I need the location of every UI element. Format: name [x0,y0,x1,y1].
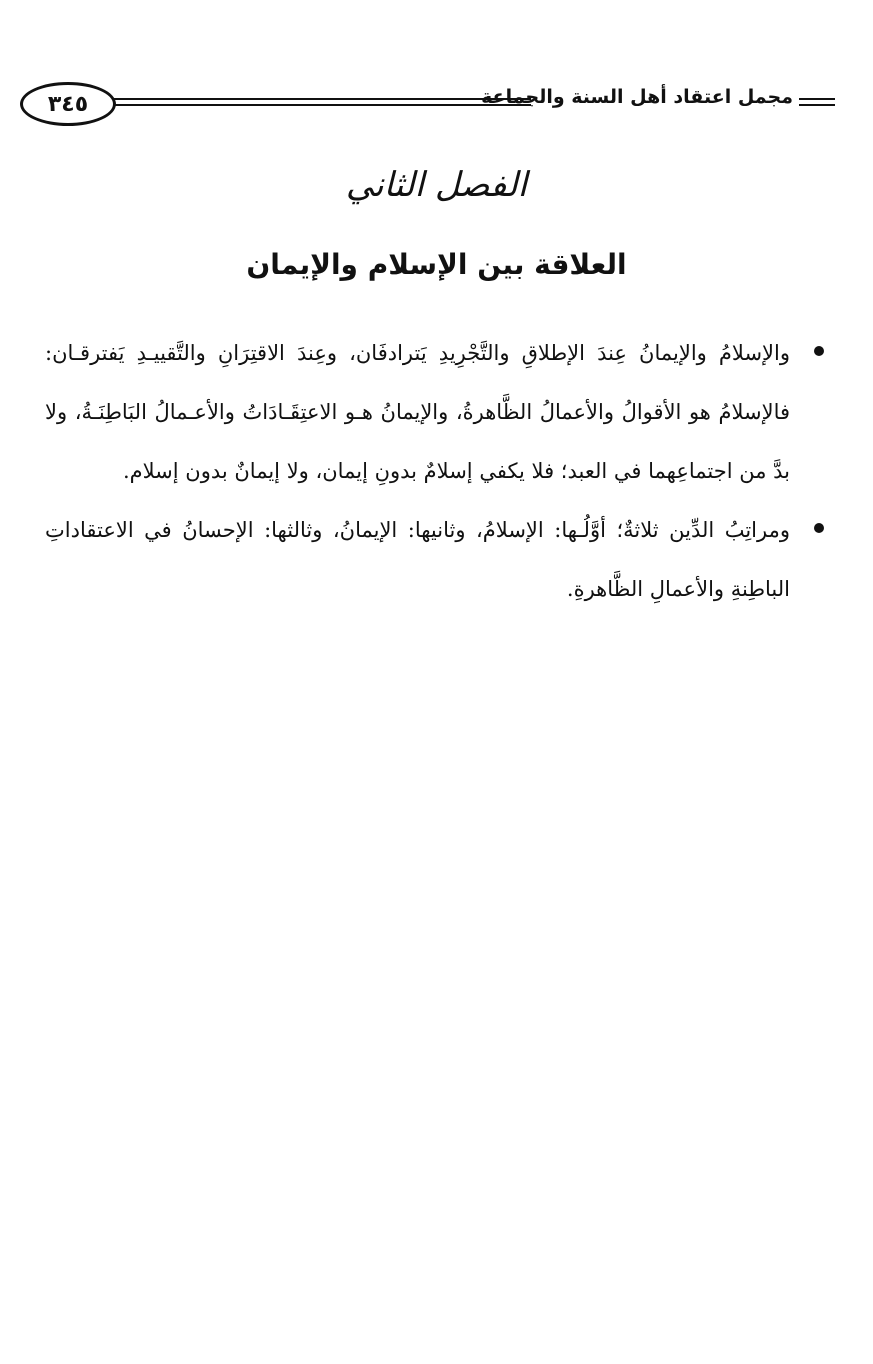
paragraph-text: والإسلامُ والإيمانُ عِندَ الإطلاقِ والتَّجْرِيدِ يَترادفَان، وعِندَ الاقتِرَانِ والتَّقييـدِ يَفترقـان: فالإسلامُ هو الأقوالُ والأعمالُ الظَّاهرةُ، والإيمانُ هـو الاعتِقَـادَاتُ والأعـمالُ البَاطِنَـةُ، ولا بدَّ من اجتماعِهما في العبد؛ فلا يكفي إسلامٌ بدونِ إيمان، ولا إيمانٌ بدون إسلام. [45,341,790,483]
bullet-paragraph [45,324,830,501]
running-header [20,82,835,132]
bullet-icon [814,523,824,533]
header-dash [799,98,835,100]
header-rule [113,104,531,106]
header-rule [113,98,531,100]
bullet-paragraph [45,501,830,619]
paragraph-text: ومراتِبُ الدِّين ثلاثةٌ؛ أوَّلُـها: الإسلامُ، وثانيها: الإيمانُ، وثالثها: الإحسانُ في الاعتقاداتِ الباطِنةِ والأعمالِ الظَّاهرةِ. [45,518,790,601]
header-dash [799,104,835,106]
bullet-icon [814,346,824,356]
chapter-title: العلاقة بين الإسلام والإيمان [246,248,627,281]
chapter-label: الفصل الثاني [345,165,528,205]
running-title: مجمل اعتقاد أهل السنة والجماعة [481,86,793,108]
page-number: ٣٤٥ [20,82,116,126]
body-text [45,324,830,619]
